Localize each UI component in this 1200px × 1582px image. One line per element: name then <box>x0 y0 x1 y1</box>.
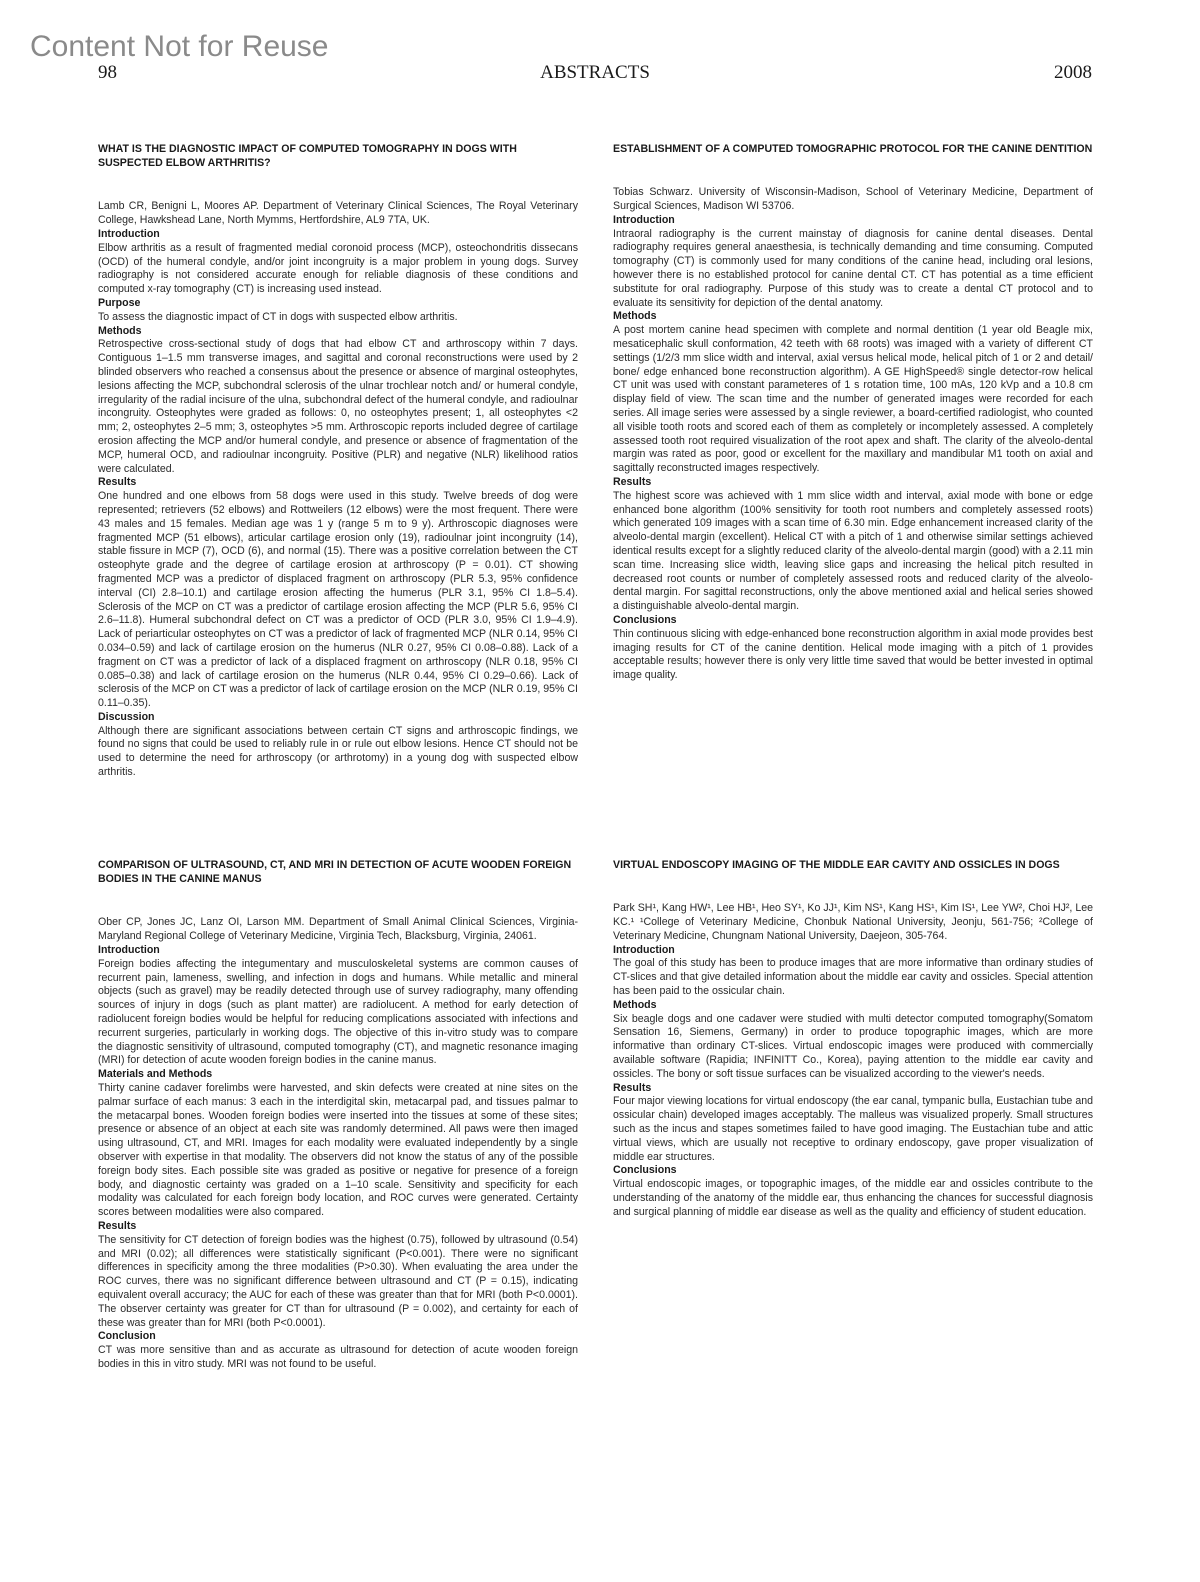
section-text: Elbow arthritis as a result of fragmented medial coronoid process (MCP), osteochondritis dissecans (OCD) of the humeral condyle, and/or joint incongruity is a major problem in young dogs. Survey radiography is not considered accurate enough for reliable diagnosis of these conditions and computed x-ray tomography (CT) is increasing used instead. <box>98 241 578 296</box>
section-text: To assess the diagnostic impact of CT in dogs with suspected elbow arthritis. <box>98 310 458 323</box>
section-text: Thin continuous slicing with edge-enhanced bone reconstruction algorithm in axial mode provides best imaging results for CT of the canine dentition. Helical mode imaging with a pitch of 1 provides acceptable results; however there is only very little time saved that would be better invested in optimal image quality. <box>613 627 1093 682</box>
section-heading: Results <box>613 1081 652 1094</box>
watermark: Content Not for Reuse <box>30 30 329 63</box>
section-heading: Introduction <box>98 228 160 240</box>
abstract-title: ESTABLISHMENT OF A COMPUTED TOMOGRAPHIC PROTOCOL FOR THE CANINE DENTITION <box>613 143 1093 155</box>
page-number: 98 <box>98 62 117 83</box>
section-text: Retrospective cross-sectional study of dogs that had elbow CT and arthroscopy within 7 days. Contiguous 1–1.5 mm transverse images, and sagittal and coronal reconstructions were used by 2 blinded observers who reached a consensus about the presence or absence of marginal osteophytes, lesions affecting the MCP, subchondral sclerosis of the ulnar trochlear notch and/ or humeral condyle, irregularity of the radial incisure of the ulna, subchondral defect of the humeral condyle, and radioulnar incongruity. Osteophytes were graded as follows: 0, no osteophytes present; 1, all osteophytes <2 mm; 2, osteophytes 2–5 mm; 3, osteophytes >5 mm. Arthroscopic reports included degree of cartilage erosion affecting the MCP and/or humeral condyle, and presence or absence of fragmentation of the MCP, humeral OCD, and radioulnar incongruity. Positive (PLR) and negative (NLR) likelihood ratios were calculated. <box>98 338 578 475</box>
abstract-authors: Lamb CR, Benigni L, Moores AP. Department of Veterinary Clinical Sciences, The Royal Veterinary College, Hawkshead Lane, North Mymms, Hertfordshire, AL9 7TA, UK. <box>98 200 578 227</box>
abstract-virtual-endoscopy <box>613 858 1093 1220</box>
abstract-dental-ct <box>613 142 1093 683</box>
section-heading: Introduction <box>613 213 675 226</box>
section-heading: Materials and Methods <box>98 1068 213 1081</box>
abstract-foreign-bodies <box>98 858 578 1372</box>
section-text: The highest score was achieved with 1 mm slice width and interval, axial mode with bone or edge enhanced bone algorithm (100% sensitivity for tooth root numbers and completely assessed roots) which generated 109 images with a scan time of 6.30 min. Edge enhancement increased clarity of the alveolo-dental margin (excellent). Helical CT with a pitch of 1 and otherwise similar settings achieved identical results except for a slightly reduced clarity of the alveolo-dental margin (good) with a 2.11 min scan time. Increasing slice width, leaving slice gaps and increasing the helical pitch resulted in decreased root counts or number of completely assessed roots and reduced clarity of the alveolo-dental margin. For sagittal reconstructions, only the above mentioned axial and helical series showed a distinguishable alveolo-dental margin. <box>613 489 1093 613</box>
abstract-authors: Park SH¹, Kang HW¹, Lee HB¹, Heo SY¹, Ko JJ¹, Kim NS¹, Kang HS¹, Kim IS¹, Lee YW², Choi HJ², Lee KC.¹ ¹College of Veterinary Medicine, Chonbuk National University, Jeonju, 561-756; ²College of Veterinary Medicine, Chungnam National University, Daejeon, 305-764. <box>613 902 1093 942</box>
abstract-authors: Ober CP, Jones JC, Lanz OI, Larson MM. Department of Small Animal Clinical Sciences, Virginia-Maryland Regional College of Veterinary Medicine, Virginia Tech, Blacksburg, Virginia, 24061. <box>98 916 578 943</box>
section-text: One hundred and one elbows from 58 dogs were used in this study. Twelve breeds of dog were represented; retrievers (52 elbows) and Rottweilers (12 elbows) were the most frequent. There were 43 males and 15 females. Median age was 1 y (range 5 m to 9 y). Arthroscopic diagnoses were fragmented MCP (51 elbows), articular cartilage erosion only (19), radioulnar joint incongruity (14), stable fissure in MCP (7), OCD (6), and normal (15). There was a positive correlation between the CT osteophyte grade and the degree of cartilage erosion at arthroscopy (P = 0.01). CT showing fragmented MCP was a predictor of displaced fragment on arthroscopy (PLR 5.3, 95% confidence interval (CI) 2.8–10.1) and cartilage erosion affecting the humerus (PLR 3.1, 95% CI 1.8–5.4). Sclerosis of the MCP on CT was a predictor of cartilage erosion affecting the MCP (PLR 5.6, 95% CI 2.6–11.8). Humeral subchondral defect on CT was a predictor of OCD (PLR 3.0, 95% CI 1.9–4.9). Lack of periarticular osteophytes on CT was a predictor of lack of fragmented MCP (NLR 0.14, 95% CI 0.034–0.59) and lack of cartilage erosion on the humerus (NLR 0.27, 95% CI 0.08–0.88). Lack of a fragment on CT was a predictor of lack of a displaced fragment on arthroscopy (NLR 0.18, 95% CI 0.085–0.38) and lack of cartilage erosion on the humerus (NLR 0.44, 95% CI 0.29–0.66). Lack of sclerosis of the MCP on CT was a predictor of lack of cartilage erosion on the MCP (NLR 0.19, 95% CI 0.11–0.35). <box>98 490 578 710</box>
section-heading: Methods <box>98 324 142 337</box>
section-heading: Discussion <box>98 710 155 723</box>
abstract-authors: Tobias Schwarz. University of Wisconsin-Madison, School of Veterinary Medicine, Department of Surgical Sciences, Madison WI 53706. <box>613 186 1093 212</box>
abstract-title: VIRTUAL ENDOSCOPY IMAGING OF THE MIDDLE EAR CAVITY AND OSSICLES IN DOGS <box>613 859 1060 871</box>
abstract-elbow-ct <box>98 142 578 780</box>
section-heading: Results <box>613 475 652 488</box>
abstract-title: WHAT IS THE DIAGNOSTIC IMPACT OF COMPUTED TOMOGRAPHY IN DOGS WITH SUSPECTED ELBOW ARTHRITIS? <box>98 143 517 170</box>
section-text: Thirty canine cadaver forelimbs were harvested, and skin defects were created at nine sites on the palmar surface of each manus: 3 each in the interdigital skin, metacarpal pad, and tissues palmar to the metacarpal bones. Wooden foreign bodies were inserted into the tissues at some of these sites; presence or absence of an object at each site was randomly determined. All paws were then imaged using ultrasound, CT, and MRI. Images for each modality were evaluated independently by a single observer with expertise in that modality. The observers did not know the status of any of the possible foreign body sites. Each possible site was graded as positive or negative for presence of a foreign body, and diagnostic certainty was graded on a 1–10 scale. Sensitivity and specificity for each modality was calculated for each foreign body location, and ROC curves were generated. Certainty scores between modalities were also compared. <box>98 1081 578 1219</box>
section-text: Virtual endoscopic images, or topographic images, of the middle ear and ossicles contribute to the understanding of the anatomy of the middle ear, thus enhancing the chances for successful diagnosis and surgical planning of middle ear disease as well as the quality and efficiency of student education. <box>613 1178 1093 1218</box>
section-text: The sensitivity for CT detection of foreign bodies was the highest (0.75), followed by ultrasound (0.54) and MRI (0.02); all differences were statistically significant (P<0.001). There were no significant differences in specificity among the three modalities (P>0.30). When evaluating the area under the ROC curves, there was no significant difference between ultrasound and CT (P = 0.15), indicating equivalent overall accuracy; the AUC for each of these was greater than that for MRI (both P<0.0001). The observer certainty was greater for CT than for ultrasound (P = 0.002), and certainty for each of these was greater than for MRI (both P<0.0001). <box>98 1233 578 1329</box>
year: 2008 <box>1054 62 1092 83</box>
section-heading: Conclusion <box>98 1330 156 1343</box>
section-text: Six beagle dogs and one cadaver were studied with multi detector computed tomography(Somatom Sensation 16, Siemens, Germany) in order to produce topographic images, which are more informative than ordinary CT-slices. Virtual endoscopic images were produced with commercially available software (Rapidia; INFINITT Co., Korea), paying attention to the middle ear cavity and ossicles. The bony or soft tissue surfaces can be visualized according to the viewer's needs. <box>613 1012 1093 1080</box>
section-text: Four major viewing locations for virtual endoscopy (the ear canal, tympanic bulla, Eustachian tube and ossicular chain) developed images acceptably. The malleus was visualized properly. Small structures such as the incus and stapes sometimes failed to have good imaging. The Eustachian tube and attic virtual views, which are usually not receptive to ordinary endoscopy, gave proper visualization of middle ear structures. <box>613 1095 1093 1163</box>
section-heading: Results <box>98 476 137 489</box>
section-text: Foreign bodies affecting the integumentary and musculoskeletal systems are common causes of recurrent pain, lameness, swelling, and infection in dogs and humans. While metallic and mineral objects (such as gravel) may be readily detected through use of survey radiography, many offending sources of injury in dogs (such as plant matter) are radiolucent. A method for early detection of radiolucent foreign bodies would be helpful for reducing complications associated with infections and recurrent surgeries, particularly in working dogs. The objective of this in-vitro study was to compare the diagnostic sensitivity of ultrasound, computed tomography (CT), and magnetic resonance imaging (MRI) for detection of acute wooden foreign bodies in the canine manus. <box>98 957 578 1067</box>
abstract-title: COMPARISON OF ULTRASOUND, CT, AND MRI IN DETECTION OF ACUTE WOODEN FOREIGN BODIES IN THE CANINE MANUS <box>98 859 572 886</box>
section-text: Although there are significant associations between certain CT signs and arthroscopic findings, we found no signs that could be used to reliably rule in or rule out elbow lesions. Hence CT should not be used to determine the need for arthroscopy (or arthrotomy) in a young dog with suspected elbow arthritis. <box>98 724 578 779</box>
section-heading: Results <box>98 1219 137 1232</box>
section-heading: Introduction <box>613 943 675 956</box>
section-text: The goal of this study has been to produce images that are more informative than ordinary studies of CT-slices and that give detailed information about the middle ear cavity and ossicles. Special attention has been paid to the ossicular chain. <box>613 957 1093 997</box>
section-text: CT was more sensitive than and as accurate as ultrasound for detection of acute wooden foreign bodies in this in vitro study. MRI was not found to be useful. <box>98 1344 578 1370</box>
section-text: A post mortem canine head specimen with complete and normal dentition (1 year old Beagle mix, mesaticephalic skull conformation, 42 teeth with 68 roots) was imaged with a variety of different CT settings (1/2/3 mm slice width and interval, axial versus helical mode, helical pitch of 1 or 2 and detail/ bone/ edge enhanced bone reconstruction algorithm). A GE HighSpeed® single detector-row helical CT unit was used with constant parameteres of 1 s rotation time, 100 mAs, 120 kVp and a 10.8 cm display field of view. The scan time and the number of generated images were recorded for each series. All image series were assessed by a single reviewer, a board-certified radiologist, who counted all visible tooth roots and scored each of them as completely or incompletely assessed. A completely assessed tooth root required visualization of the root apex and shaft. The clarity of the alveolo-dental margin was rated as poor, good or excellent for the maxillary and mandibular M1 tooth on axial and sagittally reconstructed images respectively. <box>613 324 1093 475</box>
section-heading: Methods <box>613 998 657 1011</box>
section-heading: Conclusions <box>613 613 677 626</box>
running-header <box>98 62 1092 86</box>
section-heading: Introduction <box>98 944 160 956</box>
section-text: Intraoral radiography is the current mainstay of diagnosis for canine dental diseases. Dental radiography requires general anaesthesia, is technically demanding and time consuming. Computed tomography (CT) is commonly used for many conditions of the canine head, including oral lesions, however there is no established protocol for canine dental CT. CT has potential as a time efficient substitute for oral radiography. Purpose of this study was to create a dental CT protocol and to evaluate its sensitivity for depiction of the dental anatomy. <box>613 227 1093 309</box>
section-heading: Methods <box>613 310 657 323</box>
journal-section-title: ABSTRACTS <box>540 62 650 83</box>
section-heading: Purpose <box>98 296 141 309</box>
section-heading: Conclusions <box>613 1164 677 1177</box>
